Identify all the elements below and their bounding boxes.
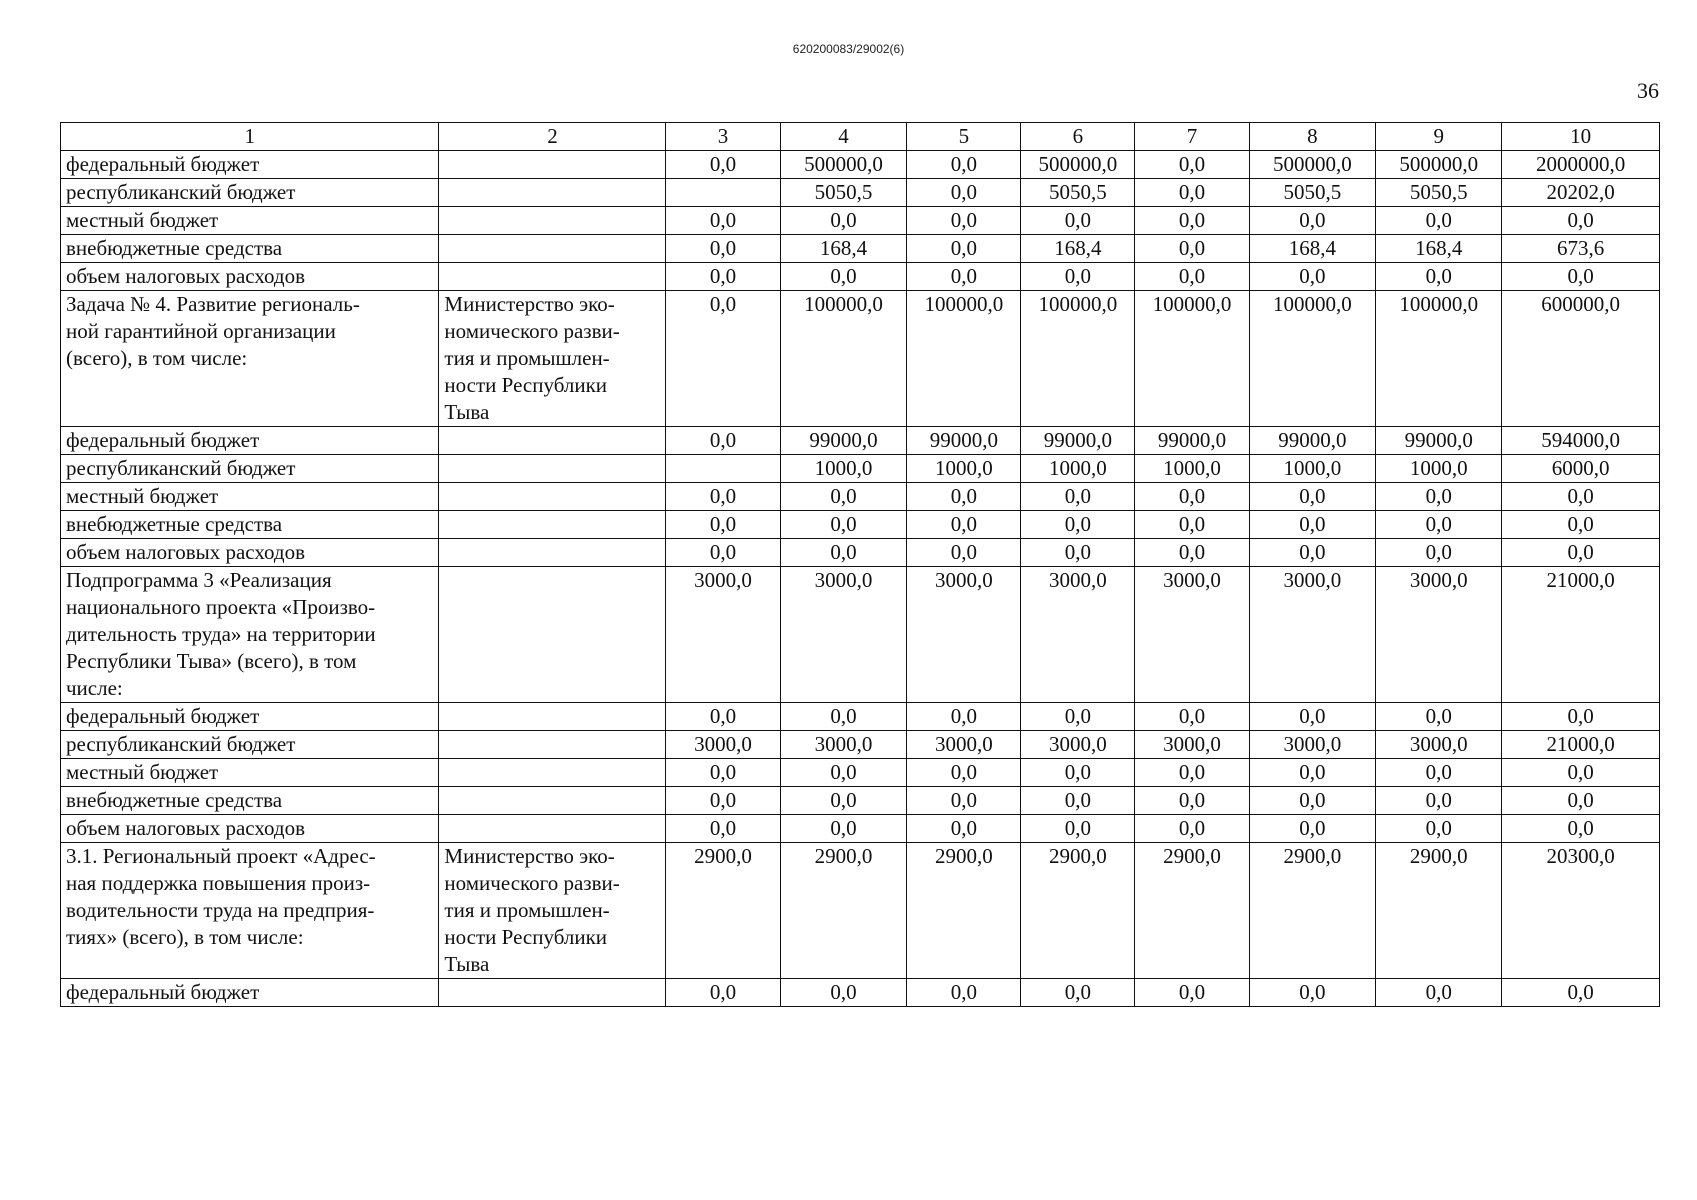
value-cell-col-4: 0,0 <box>780 483 907 511</box>
value-cell-col-8: 0,0 <box>1249 263 1376 291</box>
table-row <box>61 843 1660 979</box>
row-executor <box>439 151 666 179</box>
value-cell-col-9: 168,4 <box>1376 235 1502 263</box>
value-cell-col-3: 0,0 <box>666 539 780 567</box>
value-cell-col-10: 594000,0 <box>1502 427 1660 455</box>
value-cell-col-4: 100000,0 <box>780 291 907 427</box>
value-cell-col-5: 0,0 <box>907 483 1021 511</box>
table-row <box>61 291 1660 427</box>
value-cell-col-5: 0,0 <box>907 235 1021 263</box>
value-cell-col-6: 1000,0 <box>1021 455 1135 483</box>
value-cell-col-9: 100000,0 <box>1376 291 1502 427</box>
value-cell-col-9: 0,0 <box>1376 539 1502 567</box>
value-cell-col-3: 0,0 <box>666 979 780 1007</box>
row-name: федеральный бюджет <box>61 703 439 731</box>
column-header-8: 8 <box>1249 123 1376 151</box>
value-cell-col-9: 0,0 <box>1376 979 1502 1007</box>
value-cell-col-3: 0,0 <box>666 483 780 511</box>
value-cell-col-3: 0,0 <box>666 787 780 815</box>
value-cell-col-8: 0,0 <box>1249 483 1376 511</box>
value-cell-col-9: 0,0 <box>1376 207 1502 235</box>
value-cell-col-5: 2900,0 <box>907 843 1021 979</box>
value-cell-col-7: 1000,0 <box>1135 455 1249 483</box>
value-cell-col-6: 0,0 <box>1021 787 1135 815</box>
value-cell-col-6: 500000,0 <box>1021 151 1135 179</box>
value-cell-col-5: 0,0 <box>907 703 1021 731</box>
value-cell-col-5: 0,0 <box>907 179 1021 207</box>
row-name: республиканский бюджет <box>61 455 439 483</box>
value-cell-col-7: 0,0 <box>1135 179 1249 207</box>
value-cell-col-4: 0,0 <box>780 263 907 291</box>
value-cell-col-9: 0,0 <box>1376 511 1502 539</box>
column-header-6: 6 <box>1021 123 1135 151</box>
value-cell-col-3: 0,0 <box>666 703 780 731</box>
value-cell-col-6: 0,0 <box>1021 759 1135 787</box>
value-cell-col-9: 0,0 <box>1376 787 1502 815</box>
value-cell-col-6: 168,4 <box>1021 235 1135 263</box>
row-executor <box>439 427 666 455</box>
table-row <box>61 455 1660 483</box>
row-name: республиканский бюджет <box>61 179 439 207</box>
value-cell-col-5: 0,0 <box>907 151 1021 179</box>
value-cell-col-10: 6000,0 <box>1502 455 1660 483</box>
column-header-1: 1 <box>61 123 439 151</box>
value-cell-col-9: 0,0 <box>1376 483 1502 511</box>
value-cell-col-7: 0,0 <box>1135 235 1249 263</box>
row-name: 3.1. Региональный проект «Адрес- ная поддержка повышения произ- водительности труда на предприя- тиях» (всего), в том числе: <box>61 843 439 979</box>
column-header-2: 2 <box>439 123 666 151</box>
row-executor: Министерство эко- номического разви- тия и промышлен- ности Республики Тыва <box>439 291 666 427</box>
value-cell-col-10: 0,0 <box>1502 511 1660 539</box>
value-cell-col-7: 0,0 <box>1135 263 1249 291</box>
value-cell-col-6: 2900,0 <box>1021 843 1135 979</box>
value-cell-col-10: 0,0 <box>1502 263 1660 291</box>
column-header-10: 10 <box>1502 123 1660 151</box>
value-cell-col-7: 0,0 <box>1135 703 1249 731</box>
table-row <box>61 539 1660 567</box>
value-cell-col-4: 5050,5 <box>780 179 907 207</box>
value-cell-col-10: 2000000,0 <box>1502 151 1660 179</box>
value-cell-col-9: 0,0 <box>1376 759 1502 787</box>
value-cell-col-6: 99000,0 <box>1021 427 1135 455</box>
value-cell-col-4: 0,0 <box>780 787 907 815</box>
value-cell-col-6: 0,0 <box>1021 539 1135 567</box>
value-cell-col-10: 20300,0 <box>1502 843 1660 979</box>
row-name: федеральный бюджет <box>61 151 439 179</box>
value-cell-col-6: 0,0 <box>1021 483 1135 511</box>
row-executor: Министерство эко- номического разви- тия и промышлен- ности Республики Тыва <box>439 843 666 979</box>
value-cell-col-4: 2900,0 <box>780 843 907 979</box>
value-cell-col-8: 0,0 <box>1249 787 1376 815</box>
row-executor <box>439 703 666 731</box>
value-cell-col-6: 5050,5 <box>1021 179 1135 207</box>
table-row <box>61 979 1660 1007</box>
row-name: внебюджетные средства <box>61 235 439 263</box>
value-cell-col-5: 0,0 <box>907 539 1021 567</box>
value-cell-col-3: 3000,0 <box>666 567 780 703</box>
value-cell-col-5: 1000,0 <box>907 455 1021 483</box>
value-cell-col-4: 500000,0 <box>780 151 907 179</box>
value-cell-col-5: 0,0 <box>907 263 1021 291</box>
table-row <box>61 731 1660 759</box>
table-row <box>61 207 1660 235</box>
value-cell-col-4: 99000,0 <box>780 427 907 455</box>
value-cell-col-5: 0,0 <box>907 815 1021 843</box>
table-row <box>61 179 1660 207</box>
value-cell-col-10: 0,0 <box>1502 539 1660 567</box>
value-cell-col-10: 21000,0 <box>1502 731 1660 759</box>
value-cell-col-6: 0,0 <box>1021 511 1135 539</box>
value-cell-col-5: 0,0 <box>907 759 1021 787</box>
row-name: федеральный бюджет <box>61 979 439 1007</box>
value-cell-col-3 <box>666 179 780 207</box>
value-cell-col-6: 0,0 <box>1021 263 1135 291</box>
value-cell-col-7: 2900,0 <box>1135 843 1249 979</box>
row-name: местный бюджет <box>61 759 439 787</box>
value-cell-col-8: 500000,0 <box>1249 151 1376 179</box>
value-cell-col-3: 0,0 <box>666 235 780 263</box>
row-name: республиканский бюджет <box>61 731 439 759</box>
row-name: местный бюджет <box>61 207 439 235</box>
value-cell-col-9: 0,0 <box>1376 815 1502 843</box>
value-cell-col-7: 0,0 <box>1135 815 1249 843</box>
value-cell-col-10: 21000,0 <box>1502 567 1660 703</box>
value-cell-col-6: 0,0 <box>1021 979 1135 1007</box>
value-cell-col-7: 0,0 <box>1135 483 1249 511</box>
value-cell-col-10: 0,0 <box>1502 483 1660 511</box>
value-cell-col-7: 3000,0 <box>1135 731 1249 759</box>
value-cell-col-8: 0,0 <box>1249 759 1376 787</box>
value-cell-col-4: 168,4 <box>780 235 907 263</box>
value-cell-col-9: 1000,0 <box>1376 455 1502 483</box>
value-cell-col-3: 0,0 <box>666 427 780 455</box>
value-cell-col-3 <box>666 455 780 483</box>
table-row <box>61 427 1660 455</box>
value-cell-col-9: 500000,0 <box>1376 151 1502 179</box>
value-cell-col-6: 0,0 <box>1021 207 1135 235</box>
table-row <box>61 759 1660 787</box>
value-cell-col-7: 0,0 <box>1135 151 1249 179</box>
value-cell-col-9: 0,0 <box>1376 703 1502 731</box>
value-cell-col-8: 5050,5 <box>1249 179 1376 207</box>
row-executor <box>439 567 666 703</box>
row-name: объем налоговых расходов <box>61 263 439 291</box>
row-executor <box>439 511 666 539</box>
value-cell-col-3: 0,0 <box>666 511 780 539</box>
row-executor <box>439 759 666 787</box>
value-cell-col-10: 20202,0 <box>1502 179 1660 207</box>
value-cell-col-3: 0,0 <box>666 815 780 843</box>
row-name: объем налоговых расходов <box>61 815 439 843</box>
value-cell-col-4: 1000,0 <box>780 455 907 483</box>
value-cell-col-10: 0,0 <box>1502 979 1660 1007</box>
value-cell-col-8: 0,0 <box>1249 703 1376 731</box>
value-cell-col-3: 0,0 <box>666 759 780 787</box>
value-cell-col-3: 0,0 <box>666 291 780 427</box>
row-executor <box>439 455 666 483</box>
value-cell-col-5: 0,0 <box>907 979 1021 1007</box>
value-cell-col-8: 3000,0 <box>1249 567 1376 703</box>
value-cell-col-3: 0,0 <box>666 207 780 235</box>
value-cell-col-8: 0,0 <box>1249 815 1376 843</box>
value-cell-col-5: 3000,0 <box>907 567 1021 703</box>
row-executor <box>439 207 666 235</box>
value-cell-col-8: 99000,0 <box>1249 427 1376 455</box>
value-cell-col-9: 3000,0 <box>1376 567 1502 703</box>
value-cell-col-10: 0,0 <box>1502 787 1660 815</box>
row-name: объем налоговых расходов <box>61 539 439 567</box>
table-header <box>61 123 1660 151</box>
document-code: 620200083/29002(6) <box>792 42 905 56</box>
row-executor <box>439 483 666 511</box>
value-cell-col-7: 99000,0 <box>1135 427 1249 455</box>
value-cell-col-3: 0,0 <box>666 263 780 291</box>
value-cell-col-9: 5050,5 <box>1376 179 1502 207</box>
value-cell-col-8: 0,0 <box>1249 511 1376 539</box>
value-cell-col-7: 0,0 <box>1135 759 1249 787</box>
value-cell-col-7: 0,0 <box>1135 511 1249 539</box>
value-cell-col-4: 0,0 <box>780 207 907 235</box>
value-cell-col-6: 100000,0 <box>1021 291 1135 427</box>
row-name: Задача № 4. Развитие региональ- ной гарантийной организации (всего), в том числе: <box>61 291 439 427</box>
value-cell-col-6: 0,0 <box>1021 815 1135 843</box>
row-executor <box>439 731 666 759</box>
table-row <box>61 483 1660 511</box>
row-executor <box>439 787 666 815</box>
column-header-3: 3 <box>666 123 780 151</box>
value-cell-col-7: 0,0 <box>1135 207 1249 235</box>
table-row <box>61 263 1660 291</box>
value-cell-col-4: 0,0 <box>780 815 907 843</box>
value-cell-col-6: 3000,0 <box>1021 731 1135 759</box>
value-cell-col-8: 100000,0 <box>1249 291 1376 427</box>
value-cell-col-8: 0,0 <box>1249 207 1376 235</box>
value-cell-col-4: 3000,0 <box>780 567 907 703</box>
value-cell-col-10: 0,0 <box>1502 703 1660 731</box>
value-cell-col-5: 0,0 <box>907 207 1021 235</box>
value-cell-col-5: 0,0 <box>907 787 1021 815</box>
value-cell-col-3: 0,0 <box>666 151 780 179</box>
row-name: внебюджетные средства <box>61 511 439 539</box>
row-name: внебюджетные средства <box>61 787 439 815</box>
value-cell-col-8: 3000,0 <box>1249 731 1376 759</box>
value-cell-col-5: 0,0 <box>907 511 1021 539</box>
value-cell-col-4: 3000,0 <box>780 731 907 759</box>
table-row <box>61 787 1660 815</box>
table-row <box>61 815 1660 843</box>
row-executor <box>439 539 666 567</box>
value-cell-col-8: 2900,0 <box>1249 843 1376 979</box>
value-cell-col-9: 0,0 <box>1376 263 1502 291</box>
value-cell-col-6: 0,0 <box>1021 703 1135 731</box>
value-cell-col-4: 0,0 <box>780 511 907 539</box>
value-cell-col-6: 3000,0 <box>1021 567 1135 703</box>
value-cell-col-10: 0,0 <box>1502 759 1660 787</box>
value-cell-col-7: 3000,0 <box>1135 567 1249 703</box>
value-cell-col-7: 100000,0 <box>1135 291 1249 427</box>
value-cell-col-8: 1000,0 <box>1249 455 1376 483</box>
value-cell-col-7: 0,0 <box>1135 979 1249 1007</box>
column-header-4: 4 <box>780 123 907 151</box>
row-executor <box>439 179 666 207</box>
value-cell-col-5: 3000,0 <box>907 731 1021 759</box>
value-cell-col-10: 673,6 <box>1502 235 1660 263</box>
table-body <box>61 151 1660 1007</box>
table-row <box>61 567 1660 703</box>
table-row <box>61 511 1660 539</box>
value-cell-col-3: 2900,0 <box>666 843 780 979</box>
value-cell-col-9: 3000,0 <box>1376 731 1502 759</box>
value-cell-col-10: 0,0 <box>1502 207 1660 235</box>
value-cell-col-8: 0,0 <box>1249 979 1376 1007</box>
value-cell-col-9: 2900,0 <box>1376 843 1502 979</box>
table-row <box>61 235 1660 263</box>
value-cell-col-5: 100000,0 <box>907 291 1021 427</box>
value-cell-col-4: 0,0 <box>780 979 907 1007</box>
table-row <box>61 151 1660 179</box>
budget-table <box>60 122 1660 1007</box>
row-executor <box>439 263 666 291</box>
value-cell-col-5: 99000,0 <box>907 427 1021 455</box>
value-cell-col-3: 3000,0 <box>666 731 780 759</box>
column-header-7: 7 <box>1135 123 1249 151</box>
value-cell-col-10: 600000,0 <box>1502 291 1660 427</box>
row-executor <box>439 235 666 263</box>
value-cell-col-10: 0,0 <box>1502 815 1660 843</box>
value-cell-col-7: 0,0 <box>1135 787 1249 815</box>
value-cell-col-9: 99000,0 <box>1376 427 1502 455</box>
row-executor <box>439 815 666 843</box>
row-name: федеральный бюджет <box>61 427 439 455</box>
value-cell-col-8: 0,0 <box>1249 539 1376 567</box>
column-header-9: 9 <box>1376 123 1502 151</box>
value-cell-col-4: 0,0 <box>780 539 907 567</box>
value-cell-col-4: 0,0 <box>780 759 907 787</box>
table-row <box>61 703 1660 731</box>
value-cell-col-8: 168,4 <box>1249 235 1376 263</box>
row-executor <box>439 979 666 1007</box>
column-header-5: 5 <box>907 123 1021 151</box>
row-name: местный бюджет <box>61 483 439 511</box>
page-number: 36 <box>1637 78 1659 103</box>
value-cell-col-7: 0,0 <box>1135 539 1249 567</box>
row-name: Подпрограмма 3 «Реализация национального проекта «Произво- дительность труда» на территории Республики Тыва» (всего), в том числе: <box>61 567 439 703</box>
header-row <box>61 123 1660 151</box>
value-cell-col-4: 0,0 <box>780 703 907 731</box>
